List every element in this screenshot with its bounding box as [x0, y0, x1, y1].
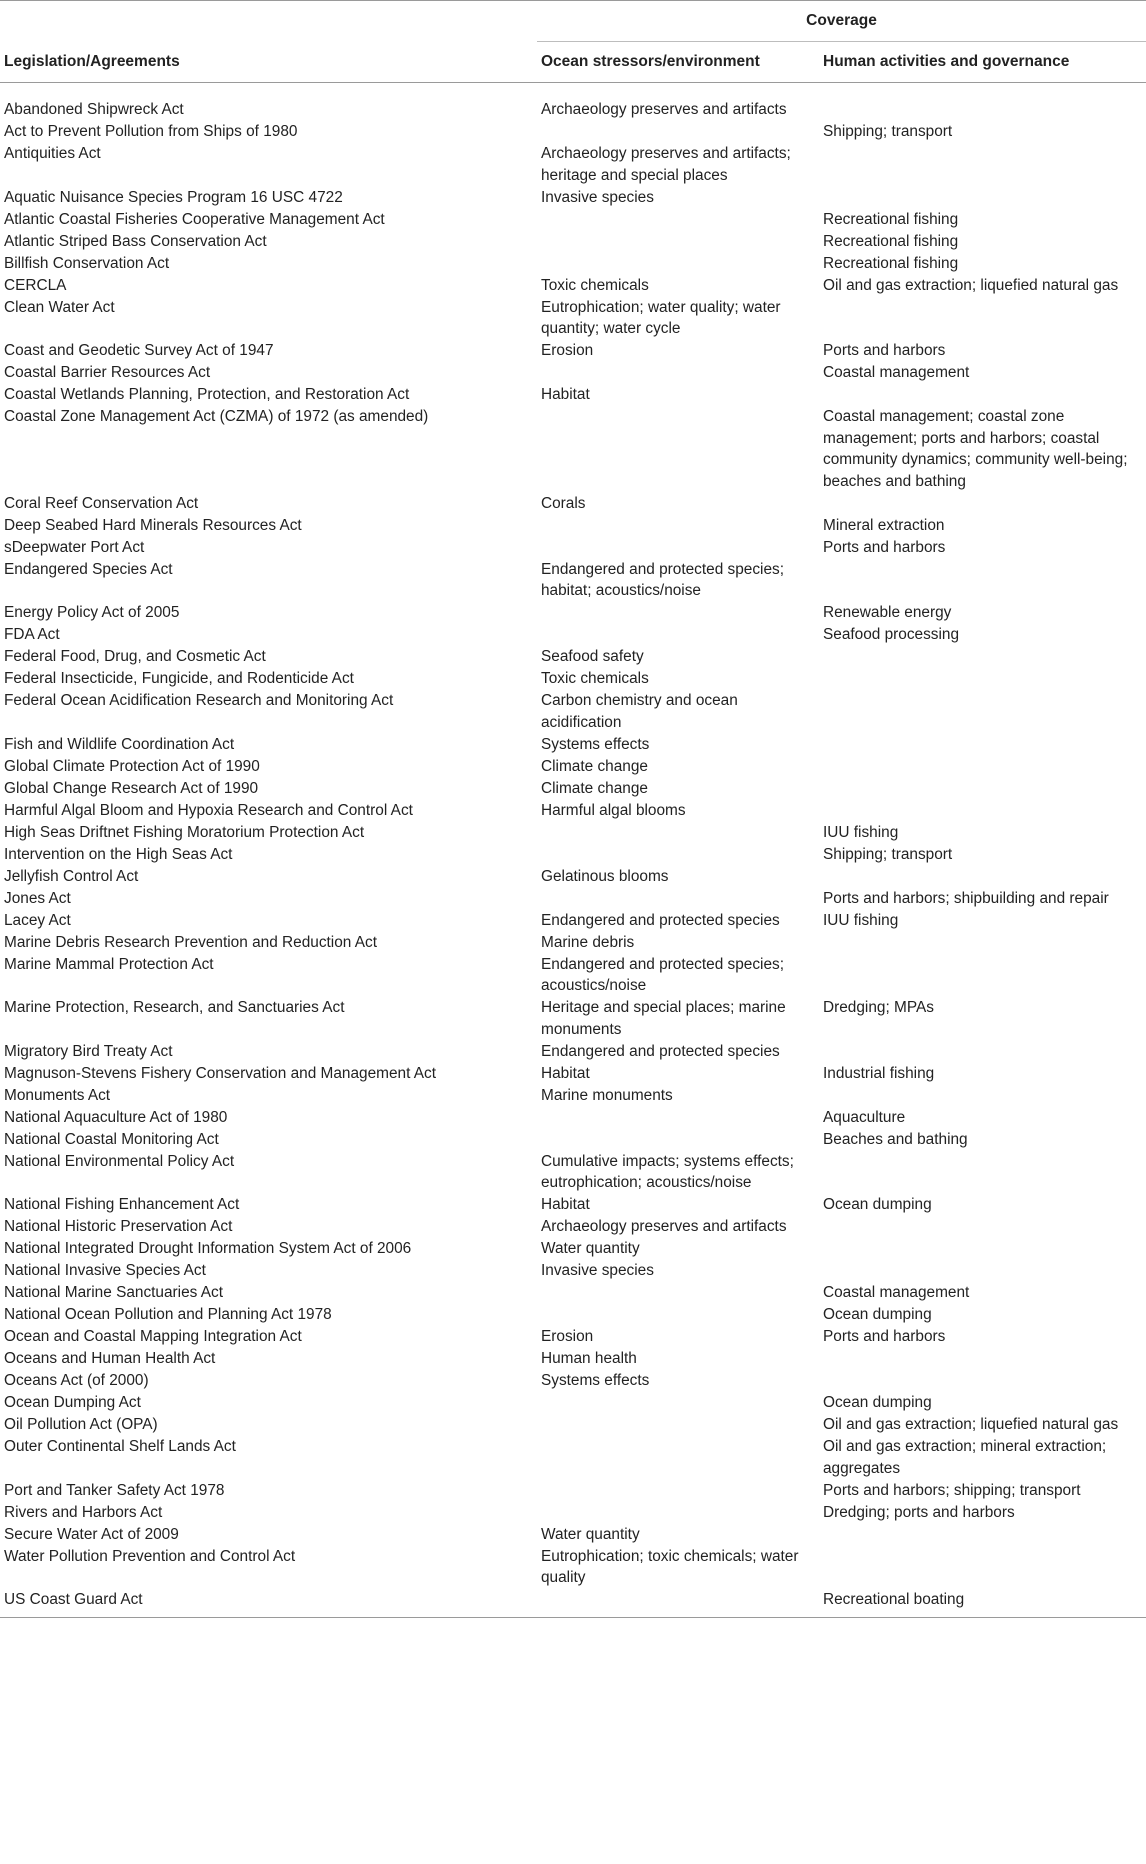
table-row	[0, 559, 1146, 603]
table-row	[0, 1589, 1146, 1617]
legislation-cell: Rivers and Harbors Act	[4, 1503, 163, 1521]
table-row	[0, 800, 1146, 822]
ocean-stressors-cell	[537, 1480, 819, 1502]
ocean-stressors-cell: Endangered and protected species; habitat; acoustics/noise	[541, 560, 785, 599]
human-activities-cell	[819, 778, 1146, 800]
human-activities-cell	[819, 690, 1146, 734]
ocean-stressors-cell: Heritage and special places; marine monuments	[541, 999, 786, 1038]
table-row	[0, 1041, 1146, 1063]
table-row	[0, 1326, 1146, 1348]
table-row	[0, 1348, 1146, 1370]
column-header-human-activities: Human activities and governance	[819, 42, 1146, 83]
ocean-stressors-cell	[537, 844, 819, 866]
table-row	[0, 734, 1146, 756]
legislation-cell: Marine Mammal Protection Act	[4, 955, 214, 973]
human-activities-cell	[819, 1260, 1146, 1282]
ocean-stressors-cell: Archaeology preserves and artifacts	[541, 101, 787, 118]
legislation-cell: Outer Continental Shelf Lands Act	[4, 1438, 236, 1455]
ocean-stressors-cell: Habitat	[541, 1196, 590, 1213]
table-row	[0, 1238, 1146, 1260]
ocean-stressors-cell: Marine monuments	[541, 1086, 673, 1104]
ocean-stressors-cell	[537, 515, 819, 537]
table-row	[0, 143, 1146, 187]
legislation-cell: Deep Seabed Hard Minerals Resources Act	[4, 516, 302, 534]
human-activities-cell	[819, 1546, 1146, 1590]
human-activities-cell	[819, 187, 1146, 209]
human-activities-cell: Renewable energy	[823, 604, 952, 621]
legislation-cell: Aquatic Nuisance Species Program 16 USC 4722	[4, 188, 343, 206]
ocean-stressors-cell: Harmful algal blooms	[541, 801, 686, 819]
table-row	[0, 406, 1146, 493]
legislation-cell: National Fishing Enhancement Act	[4, 1196, 240, 1213]
ocean-stressors-cell	[537, 1502, 819, 1524]
table-row	[0, 1282, 1146, 1304]
legislation-cell: Oceans and Human Health Act	[4, 1350, 216, 1367]
ocean-stressors-cell: Invasive species	[541, 188, 654, 206]
ocean-stressors-cell: Endangered and protected species	[541, 911, 780, 929]
legislation-cell: National Environmental Policy Act	[4, 1152, 235, 1170]
legislation-cell: National Marine Sanctuaries Act	[4, 1284, 224, 1301]
legislation-cell: High Seas Driftnet Fishing Moratorium Protection Act	[4, 823, 365, 841]
ocean-stressors-cell	[537, 362, 819, 384]
ocean-stressors-cell	[537, 1589, 819, 1617]
table-row	[0, 362, 1146, 384]
human-activities-cell: Dredging; MPAs	[823, 999, 934, 1016]
table-row	[0, 1085, 1146, 1107]
table-row	[0, 602, 1146, 624]
table-row	[0, 844, 1146, 866]
legislation-cell: Global Change Research Act of 1990	[4, 779, 259, 797]
table-body	[0, 83, 1146, 1618]
table-row	[0, 822, 1146, 844]
human-activities-cell: Ports and harbors	[823, 538, 946, 556]
human-activities-cell: Recreational fishing	[823, 232, 959, 250]
ocean-stressors-cell	[537, 624, 819, 646]
legislation-cell: Antiquities Act	[4, 145, 101, 162]
human-activities-cell: Ocean dumping	[823, 1394, 932, 1411]
table-row	[0, 1129, 1146, 1151]
legislation-cell: Coast and Geodetic Survey Act of 1947	[4, 342, 274, 359]
legislation-cell: sDeepwater Port Act	[4, 538, 145, 556]
human-activities-cell	[819, 1524, 1146, 1546]
table-row	[0, 275, 1146, 297]
legislation-cell: US Coast Guard Act	[0, 1589, 537, 1617]
table-row	[0, 1063, 1146, 1085]
human-activities-cell: Coastal management	[823, 1284, 970, 1301]
human-activities-cell	[819, 734, 1146, 756]
legislation-cell: Marine Protection, Research, and Sanctuaries Act	[4, 999, 345, 1016]
ocean-stressors-cell	[537, 1304, 819, 1326]
human-activities-cell: IUU fishing	[823, 911, 899, 929]
table-row	[0, 1107, 1146, 1129]
ocean-stressors-cell	[537, 231, 819, 253]
human-activities-cell	[819, 559, 1146, 603]
legislation-cell: Water Pollution Prevention and Control Act	[4, 1547, 296, 1565]
ocean-stressors-cell	[537, 602, 819, 624]
human-activities-cell	[819, 756, 1146, 778]
table-row	[0, 384, 1146, 406]
column-header-row	[0, 42, 1146, 83]
human-activities-cell	[819, 1151, 1146, 1195]
legislation-cell: Port and Tanker Safety Act 1978	[4, 1481, 225, 1499]
table-row	[0, 1370, 1146, 1392]
legislation-cell: Federal Insecticide, Fungicide, and Rodenticide Act	[4, 670, 354, 687]
human-activities-cell	[819, 1370, 1146, 1392]
human-activities-cell: Mineral extraction	[823, 516, 945, 534]
table-row	[0, 253, 1146, 275]
ocean-stressors-cell: Endangered and protected species; acoustics/noise	[541, 955, 785, 994]
human-activities-cell: Aquaculture	[823, 1108, 906, 1126]
coverage-header: Coverage	[537, 1, 1146, 42]
table-row	[0, 997, 1146, 1041]
ocean-stressors-cell	[537, 1392, 819, 1414]
legislation-cell: Monuments Act	[4, 1086, 111, 1104]
human-activities-cell	[819, 1085, 1146, 1107]
legislation-cell: Jellyfish Control Act	[4, 867, 139, 885]
table-row	[0, 83, 1146, 122]
ocean-stressors-cell: Eutrophication; water quality; water quantity; water cycle	[541, 298, 781, 337]
legislation-cell: Marine Debris Research Prevention and Reduction Act	[4, 933, 377, 951]
column-header-ocean-stressors: Ocean stressors/environment	[537, 42, 819, 83]
legislation-cell: FDA Act	[4, 626, 60, 643]
ocean-stressors-cell: Marine debris	[541, 933, 635, 951]
legislation-cell: Energy Policy Act of 2005	[4, 604, 180, 621]
ocean-stressors-cell: Habitat	[541, 1064, 590, 1082]
human-activities-cell: Recreational fishing	[823, 254, 959, 272]
coverage-header-spacer	[0, 1, 537, 42]
ocean-stressors-cell: Habitat	[541, 386, 590, 403]
human-activities-cell: Industrial fishing	[823, 1064, 935, 1082]
human-activities-cell: Coastal management; coastal zone management; ports and harbors; coastal community dynamics; community well-being; beaches and bathing	[823, 408, 1128, 490]
human-activities-cell: Oil and gas extraction; liquefied natural gas	[823, 276, 1119, 294]
legislation-cell: Intervention on the High Seas Act	[4, 845, 233, 863]
table-row	[0, 1260, 1146, 1282]
human-activities-cell: Shipping; transport	[823, 845, 953, 863]
legislation-cell: Lacey Act	[4, 911, 71, 929]
legislation-cell: CERCLA	[4, 276, 67, 294]
table-row	[0, 1524, 1146, 1546]
legislation-cell: Ocean Dumping Act	[4, 1394, 141, 1411]
human-activities-cell: Ports and harbors; shipping; transport	[823, 1481, 1081, 1499]
ocean-stressors-cell: Human health	[541, 1350, 637, 1367]
table-row	[0, 1480, 1146, 1502]
table-row	[0, 646, 1146, 668]
table-row	[0, 187, 1146, 209]
human-activities-cell: Ports and harbors	[823, 1328, 946, 1345]
ocean-stressors-cell	[537, 822, 819, 844]
table-row	[0, 668, 1146, 690]
legislation-cell: Secure Water Act of 2009	[4, 1525, 179, 1543]
human-activities-cell	[819, 143, 1146, 187]
ocean-stressors-cell: Corals	[541, 494, 586, 512]
human-activities-cell	[819, 1041, 1146, 1063]
table-row	[0, 1436, 1146, 1480]
legislation-cell: Abandoned Shipwreck Act	[4, 101, 184, 118]
table-row	[0, 515, 1146, 537]
legislation-cell: National Coastal Monitoring Act	[4, 1130, 219, 1148]
legislation-cell: Migratory Bird Treaty Act	[4, 1042, 173, 1060]
legislation-cell: National Invasive Species Act	[4, 1262, 206, 1279]
legislation-cell: Global Climate Protection Act of 1990	[4, 757, 260, 775]
table-row	[0, 910, 1146, 932]
legislation-cell: Atlantic Striped Bass Conservation Act	[4, 232, 267, 250]
human-activities-cell: Ports and harbors	[823, 342, 946, 359]
table-row	[0, 1151, 1146, 1195]
legislation-cell: National Integrated Drought Information System Act of 2006	[4, 1240, 412, 1257]
table-row	[0, 121, 1146, 143]
table-row	[0, 778, 1146, 800]
human-activities-cell	[819, 800, 1146, 822]
legislation-cell: Oceans Act (of 2000)	[4, 1372, 149, 1389]
legislation-cell: Harmful Algal Bloom and Hypoxia Research and Control Act	[4, 801, 413, 819]
legislation-cell: Federal Food, Drug, and Cosmetic Act	[4, 648, 266, 665]
ocean-stressors-cell: Erosion	[541, 342, 594, 359]
table-row	[0, 297, 1146, 341]
table-row	[0, 537, 1146, 559]
table-row	[0, 1546, 1146, 1590]
ocean-stressors-cell	[537, 888, 819, 910]
human-activities-cell	[819, 954, 1146, 998]
human-activities-cell	[819, 932, 1146, 954]
ocean-stressors-cell: Erosion	[541, 1328, 594, 1345]
ocean-stressors-cell	[537, 1107, 819, 1129]
legislation-cell: Fish and Wildlife Coordination Act	[4, 735, 235, 753]
human-activities-cell	[819, 1348, 1146, 1370]
human-activities-cell: Ocean dumping	[823, 1196, 932, 1213]
human-activities-cell: Seafood processing	[823, 626, 960, 643]
table-row	[0, 866, 1146, 888]
table-header	[0, 1, 1146, 83]
column-header-legislation: Legislation/Agreements	[0, 42, 537, 83]
ocean-stressors-cell	[537, 537, 819, 559]
table-row	[0, 888, 1146, 910]
ocean-stressors-cell: Systems effects	[541, 735, 650, 753]
legislation-cell: Coastal Wetlands Planning, Protection, and Restoration Act	[4, 386, 410, 403]
table-row	[0, 340, 1146, 362]
ocean-stressors-cell	[537, 1414, 819, 1436]
coverage-header-row	[0, 1, 1146, 42]
table-row	[0, 932, 1146, 954]
ocean-stressors-cell: Eutrophication; toxic chemicals; water quality	[541, 1547, 799, 1586]
human-activities-cell: IUU fishing	[823, 823, 899, 841]
ocean-stressors-cell: Toxic chemicals	[541, 276, 649, 294]
legislation-cell: National Historic Preservation Act	[4, 1218, 233, 1235]
human-activities-cell: Shipping; transport	[823, 123, 953, 140]
legislation-cell: National Ocean Pollution and Planning Act 1978	[4, 1306, 332, 1323]
human-activities-cell: Beaches and bathing	[823, 1130, 968, 1148]
table-row	[0, 954, 1146, 998]
human-activities-cell: Oil and gas extraction; liquefied natural gas	[823, 1416, 1119, 1433]
ocean-stressors-cell: Invasive species	[541, 1262, 654, 1279]
ocean-stressors-cell	[537, 209, 819, 231]
legislation-cell: Billfish Conservation Act	[4, 254, 170, 272]
legislation-cell: Ocean and Coastal Mapping Integration Act	[4, 1328, 302, 1345]
table-row	[0, 756, 1146, 778]
ocean-stressors-cell: Endangered and protected species	[541, 1042, 780, 1060]
human-activities-cell: Dredging; ports and harbors	[823, 1503, 1015, 1521]
legislation-cell: Oil Pollution Act (OPA)	[4, 1416, 158, 1433]
human-activities-cell	[819, 297, 1146, 341]
legislation-cell: Coastal Zone Management Act (CZMA) of 1972 (as amended)	[4, 408, 429, 425]
human-activities-cell	[819, 1216, 1146, 1238]
legislation-cell: National Aquaculture Act of 1980	[4, 1108, 228, 1126]
human-activities-cell: Ocean dumping	[823, 1306, 932, 1323]
table-row	[0, 231, 1146, 253]
human-activities-cell: Coastal management	[823, 364, 970, 381]
human-activities-cell	[819, 866, 1146, 888]
table-row	[0, 1194, 1146, 1216]
ocean-stressors-cell	[537, 1282, 819, 1304]
table-row	[0, 1414, 1146, 1436]
table-row	[0, 1304, 1146, 1326]
ocean-stressors-cell	[537, 121, 819, 143]
ocean-stressors-cell: Carbon chemistry and ocean acidification	[541, 692, 738, 731]
ocean-stressors-cell	[537, 1436, 819, 1480]
human-activities-cell: Ports and harbors; shipbuilding and repair	[823, 889, 1109, 907]
human-activities-cell: Recreational fishing	[823, 210, 959, 228]
ocean-stressors-cell	[537, 253, 819, 275]
table-row	[0, 1216, 1146, 1238]
human-activities-cell	[819, 1238, 1146, 1260]
table-row	[0, 624, 1146, 646]
human-activities-cell: Recreational boating	[819, 1589, 1146, 1617]
legislation-cell: Act to Prevent Pollution from Ships of 1980	[4, 123, 298, 140]
ocean-stressors-cell: Seafood safety	[541, 648, 644, 665]
table-row	[0, 1502, 1146, 1524]
ocean-stressors-cell: Climate change	[541, 779, 648, 797]
ocean-stressors-cell: Toxic chemicals	[541, 670, 649, 687]
legislation-cell: Federal Ocean Acidification Research and Monitoring Act	[4, 692, 394, 709]
ocean-stressors-cell: Archaeology preserves and artifacts	[541, 1218, 787, 1235]
ocean-stressors-cell: Water quantity	[541, 1240, 640, 1257]
ocean-stressors-cell: Archaeology preserves and artifacts; heritage and special places	[541, 145, 791, 184]
legislation-cell: Atlantic Coastal Fisheries Cooperative Management Act	[4, 210, 385, 228]
ocean-stressors-cell	[537, 406, 819, 493]
table-row	[0, 493, 1146, 515]
table-row	[0, 1392, 1146, 1414]
legislation-cell: Coral Reef Conservation Act	[4, 494, 199, 512]
legislation-cell: Coastal Barrier Resources Act	[4, 364, 211, 381]
ocean-stressors-cell: Climate change	[541, 757, 648, 775]
ocean-stressors-cell: Systems effects	[541, 1372, 650, 1389]
legislation-cell: Jones Act	[4, 889, 71, 907]
legislation-cell: Magnuson-Stevens Fishery Conservation and Management Act	[4, 1064, 437, 1082]
table-row	[0, 209, 1146, 231]
human-activities-cell	[819, 668, 1146, 690]
ocean-stressors-cell: Water quantity	[541, 1525, 640, 1543]
human-activities-cell	[819, 83, 1146, 122]
table-row	[0, 690, 1146, 734]
human-activities-cell	[819, 646, 1146, 668]
legislation-cell: Clean Water Act	[4, 298, 115, 316]
legislation-cell: Endangered Species Act	[4, 560, 173, 578]
human-activities-cell	[819, 384, 1146, 406]
human-activities-cell	[819, 493, 1146, 515]
ocean-stressors-cell	[537, 1129, 819, 1151]
human-activities-cell: Oil and gas extraction; mineral extraction; aggregates	[823, 1438, 1107, 1477]
ocean-stressors-cell: Cumulative impacts; systems effects; eutrophication; acoustics/noise	[541, 1152, 794, 1191]
ocean-stressors-cell: Gelatinous blooms	[541, 867, 669, 885]
